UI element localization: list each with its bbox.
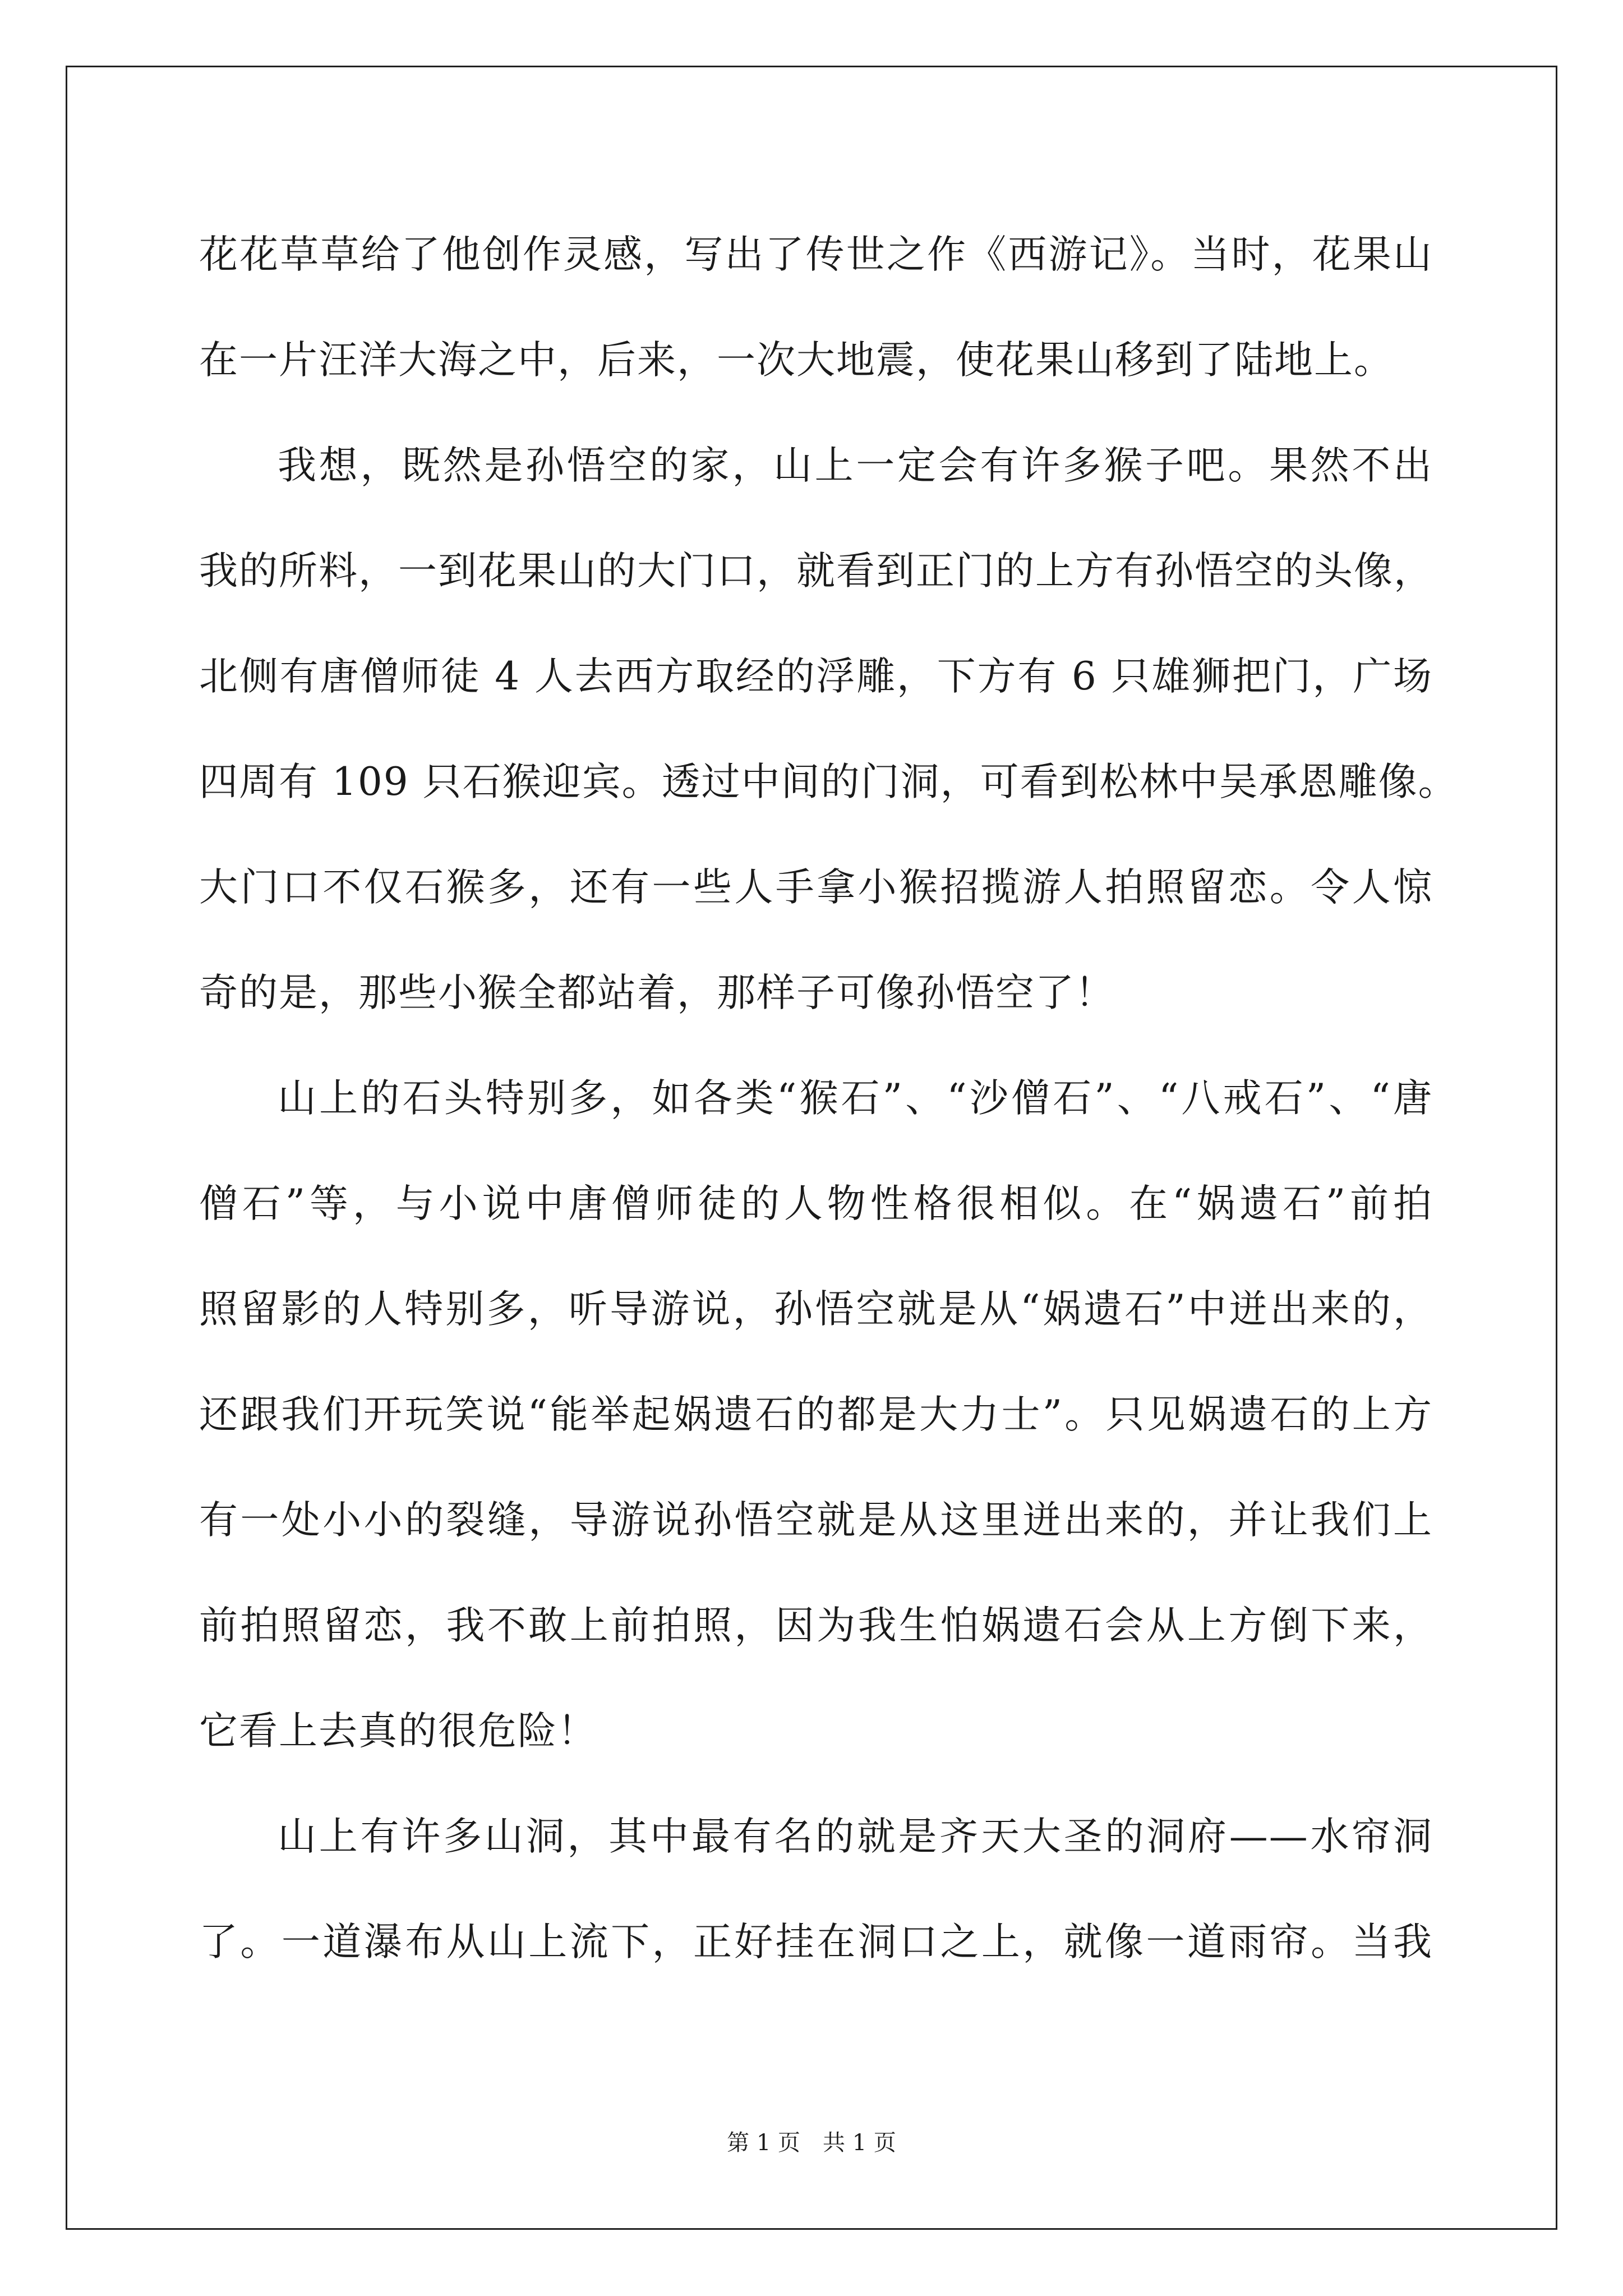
paragraph-first-line: 我想，既然是孙悟空的家，山上一定会有许多猴子吧。果然不出 — [278, 443, 1433, 488]
text-line: 花花草草给了他创作灵感，写出了传世之作《西游记》。当时，花果山 — [199, 232, 1433, 277]
paragraph-first-line: 山上的石头特别多，如各类“猴石”、“沙僧石”、“八戒石”、“唐 — [278, 1076, 1433, 1121]
text-line: 北侧有唐僧师徒 4 人去西方取经的浮雕，下方有 6 只雄狮把门，广场 — [199, 654, 1433, 699]
page-number-footer: 第 1 页 共 1 页 — [727, 2130, 896, 2156]
document-body — [199, 202, 1458, 1995]
text-line: 我的所料，一到花果山的大门口，就看到正门的上方有孙悟空的头像， — [199, 549, 1433, 593]
text-line: 有一处小小的裂缝，导游说孙悟空就是从这里迸出来的，并让我们上 — [199, 1498, 1433, 1543]
text-line: 奇的是，那些小猴全都站着，那样子可像孙悟空了！ — [199, 970, 1115, 1015]
text-line: 了。一道瀑布从山上流下，正好挂在洞口之上，就像一道雨帘。当我 — [199, 1920, 1433, 1964]
text-line: 在一片汪洋大海之中，后来，一次大地震，使花果山移到了陆地上。 — [199, 338, 1394, 383]
text-line: 大门口不仅石猴多，还有一些人手拿小猴招揽游人拍照留恋。令人惊 — [199, 865, 1433, 910]
paragraph-first-line: 山上有许多山洞，其中最有名的就是齐天大圣的洞府——水帘洞 — [278, 1814, 1433, 1859]
text-line: 照留影的人特别多，听导游说，孙悟空就是从“娲遗石”中迸出来的， — [199, 1287, 1433, 1332]
text-line: 还跟我们开玩笑说“能举起娲遗石的都是大力士”。只见娲遗石的上方 — [199, 1392, 1433, 1437]
text-line: 它看上去真的很危险！ — [199, 1709, 597, 1754]
text-line: 四周有 109 只石猴迎宾。透过中间的门洞，可看到松林中吴承恩雕像。 — [199, 760, 1458, 804]
text-line: 前拍照留恋，我不敢上前拍照，因为我生怕娲遗石会从上方倒下来， — [199, 1603, 1433, 1648]
text-line: 僧石”等，与小说中唐僧师徒的人物性格很相似。在“娲遗石”前拍 — [199, 1181, 1433, 1226]
